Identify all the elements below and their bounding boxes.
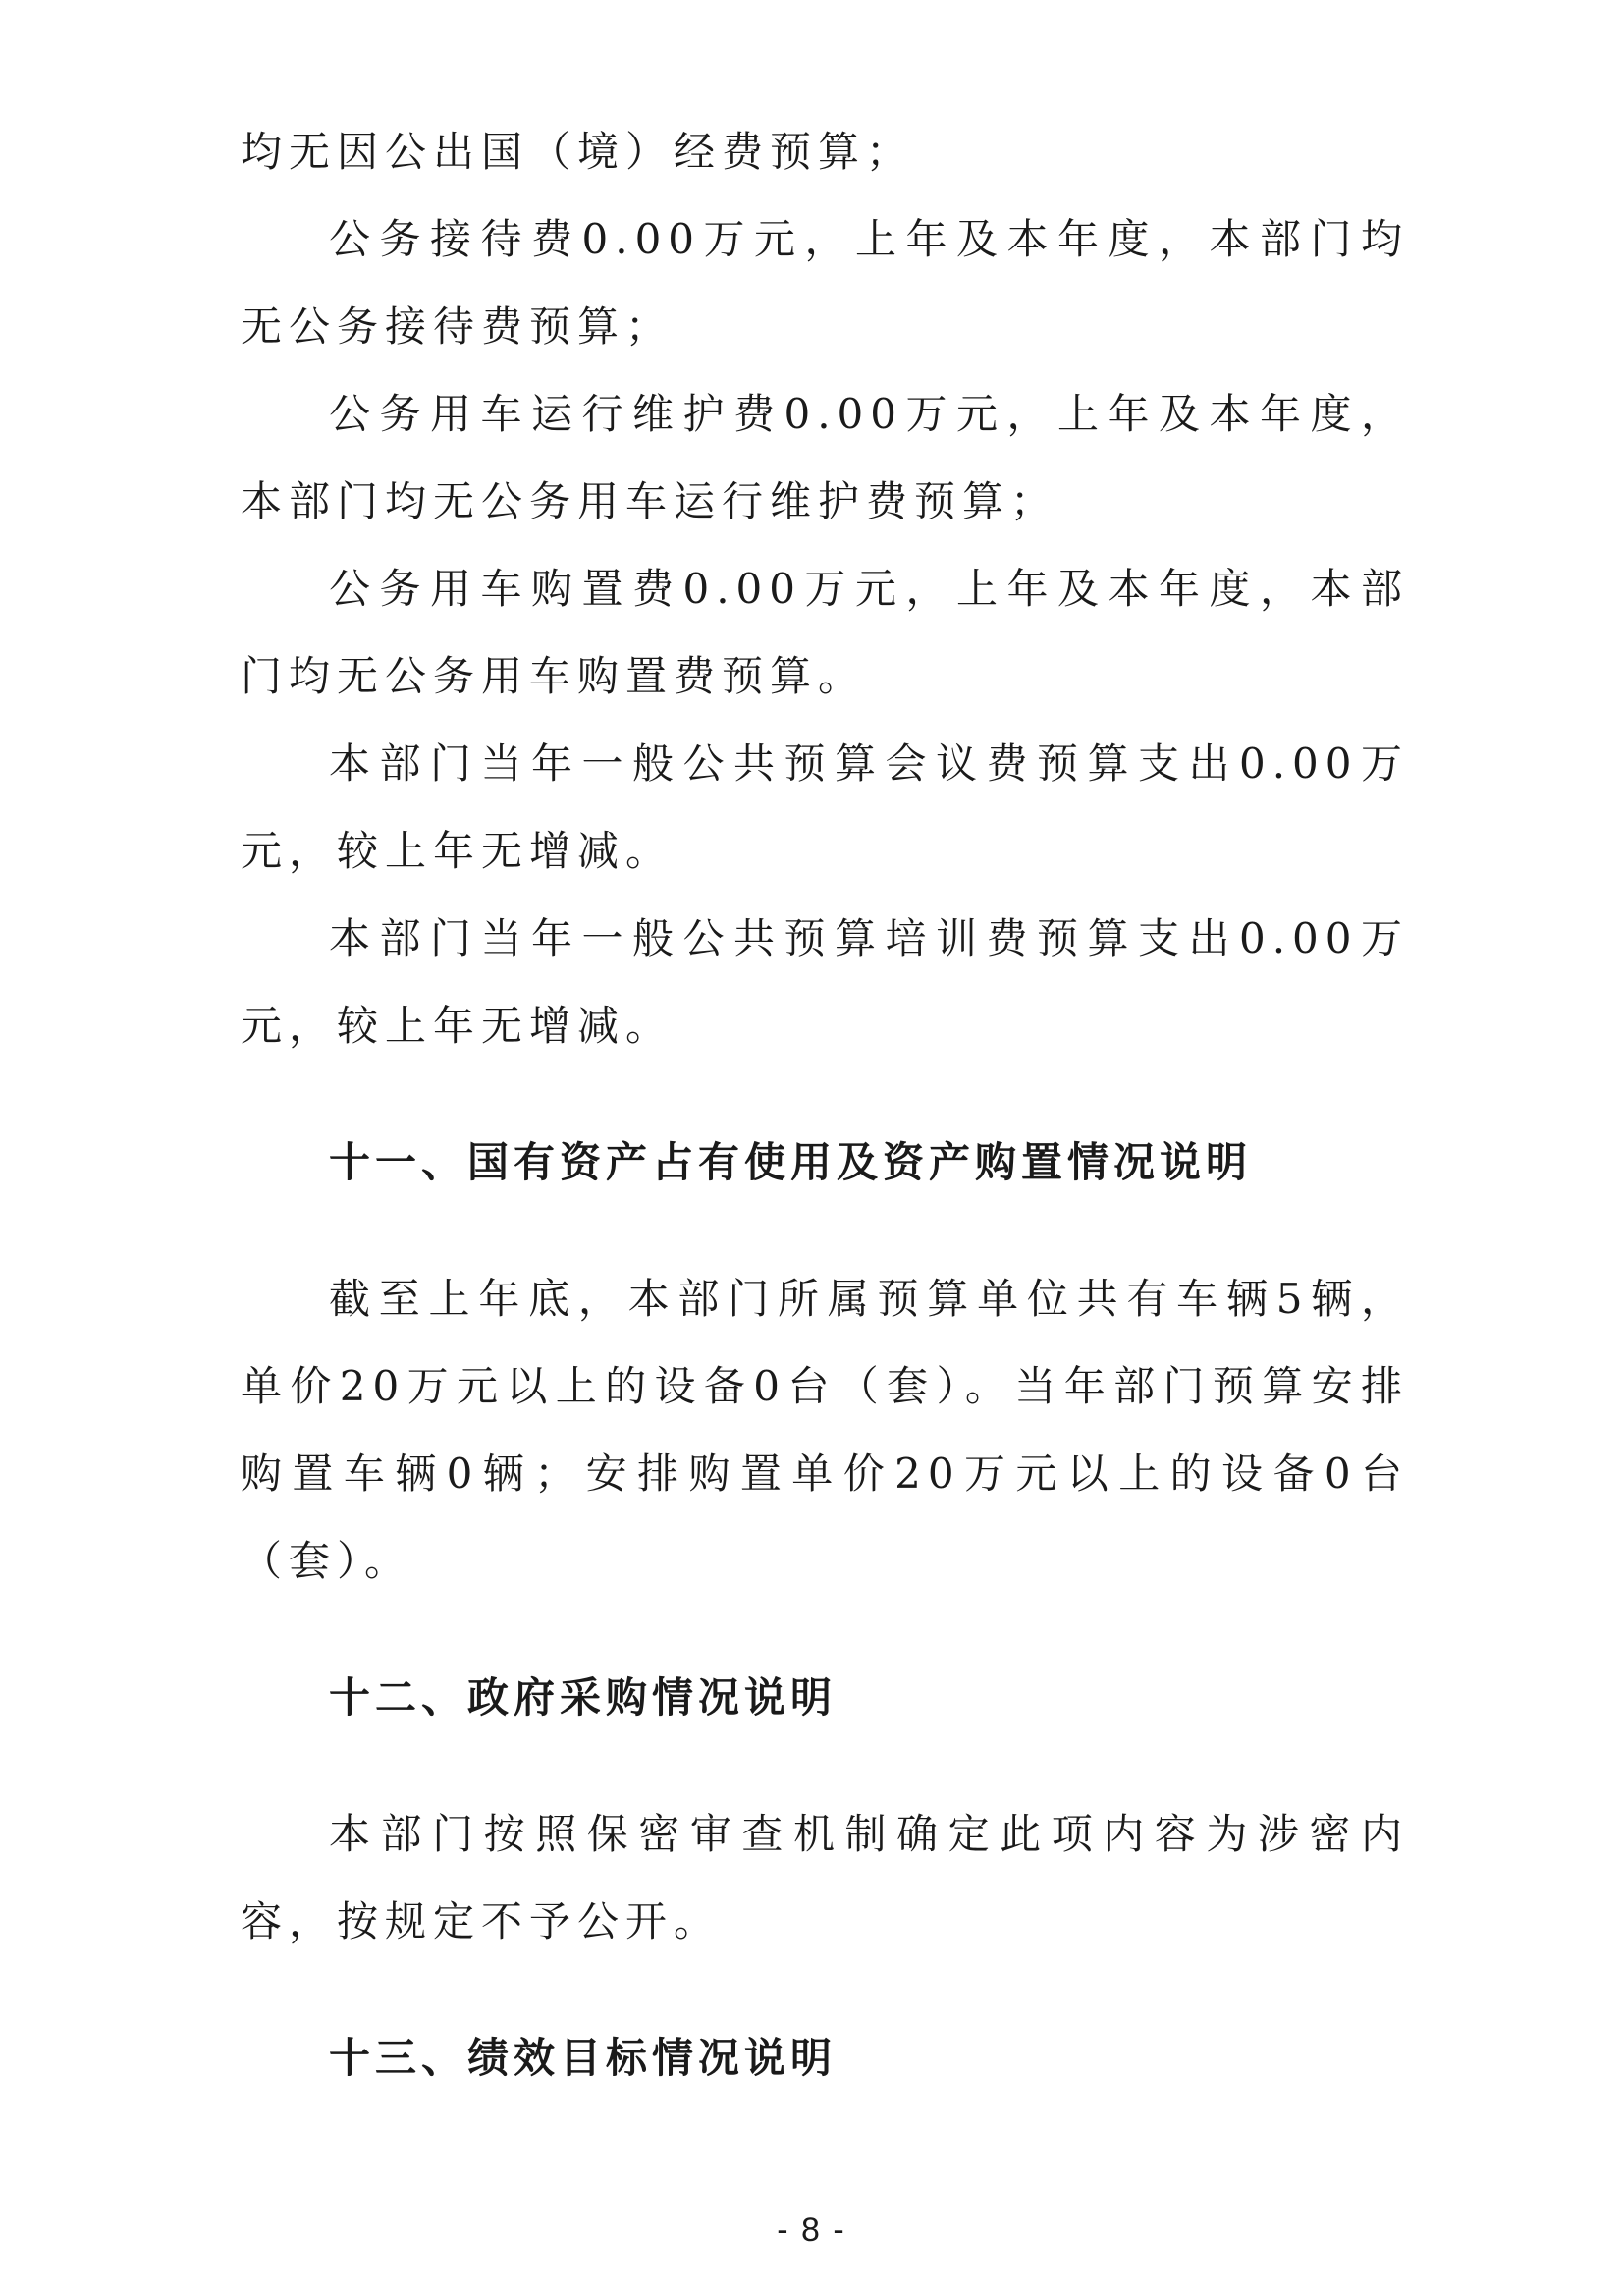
section-heading-government-procurement: 十二、政府采购情况说明 xyxy=(329,1673,838,1722)
section-heading-performance-goals: 十三、绩效目标情况说明 xyxy=(329,2034,838,2082)
section-gap xyxy=(241,1206,1409,1255)
section-heading-state-assets: 十一、国有资产占有使用及资产购置情况说明 xyxy=(329,1138,1253,1186)
section-gap xyxy=(241,1965,1409,2014)
paragraph-assets-detail: 截至上年底，本部门所属预算单位共有车辆5辆，单价20万元以上的设备0台（套）。当年部门预算安排购置车辆0辆；安排购置单价20万元以上的设备0台（套）。 xyxy=(241,1275,1409,1585)
paragraph-training-expense: 本部门当年一般公共预算培训费预算支出0.00万元，较上年无增减。 xyxy=(241,914,1409,1050)
document-body xyxy=(241,108,1409,2102)
page-number: - 8 - xyxy=(777,2212,846,2249)
paragraph-overseas-budget: 均无因公出国（境）经费预算； xyxy=(241,128,915,176)
section-gap xyxy=(241,1069,1409,1119)
paragraph-reception-expense: 公务接待费0.00万元，上年及本年度，本部门均无公务接待费预算； xyxy=(241,215,1409,351)
paragraph-procurement-detail: 本部门按照保密审查机制确定此项内容为涉密内容，按规定不予公开。 xyxy=(241,1810,1409,1945)
section-gap xyxy=(241,1741,1409,1790)
section-gap xyxy=(241,1605,1409,1654)
paragraph-meeting-expense: 本部门当年一般公共预算会议费预算支出0.00万元，较上年无增减。 xyxy=(241,739,1409,875)
paragraph-vehicle-maintenance: 公务用车运行维护费0.00万元，上年及本年度，本部门均无公务用车运行维护费预算； xyxy=(241,390,1409,525)
paragraph-vehicle-purchase: 公务用车购置费0.00万元，上年及本年度，本部门均无公务用车购置费预算。 xyxy=(241,565,1409,700)
